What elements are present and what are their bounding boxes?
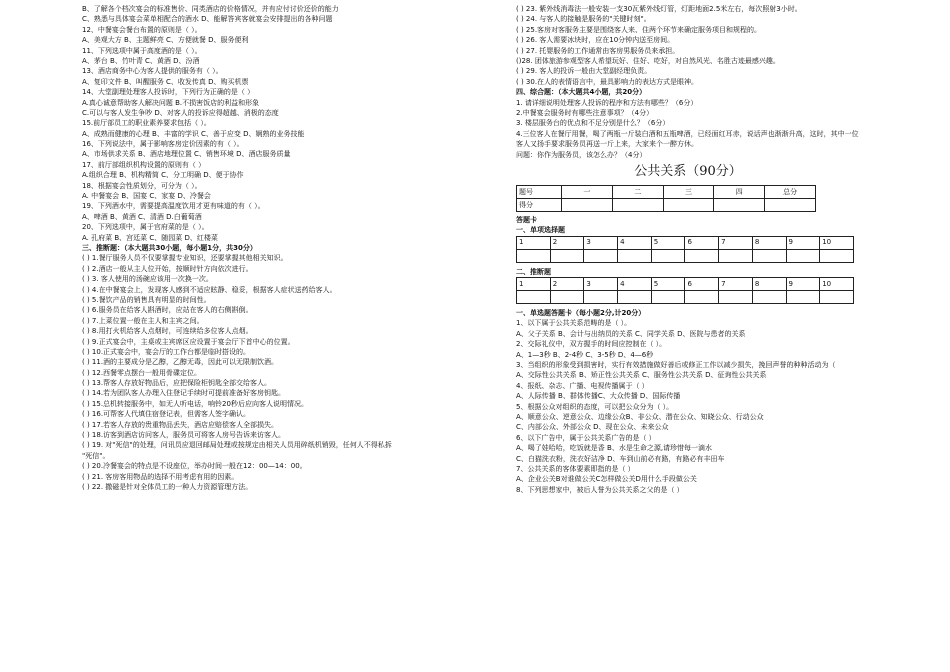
pr-question-line: 5、根据公众对组织的态度，可以把公众分为（ ）。	[516, 402, 674, 411]
question-line: 20、下列选项中，属于官府菜的是（ ）。	[82, 223, 209, 232]
answer-input-cell[interactable]	[618, 249, 652, 262]
answer-card-label: 答题卡	[516, 215, 537, 224]
judge-question-line: ( ) 9.正式宴会中，主桌或主宾席区应设置于宴会厅下首中心的位置。	[82, 337, 295, 346]
comprehensive-question-line: 2.中餐宴会服务时有哪些注意事项？（4分）	[516, 108, 654, 117]
answer-input-cell[interactable]	[584, 249, 618, 262]
judge-question-line: ()28. 团体旅游参观型客人希望玩好、住好、吃好，对自然风光、名胜古迹最感兴趣。	[516, 56, 780, 65]
score-label-cell: 得分	[517, 198, 562, 211]
judge-questions-continued	[516, 4, 860, 87]
answer-input-cell[interactable]	[517, 249, 551, 262]
judge-card-label: 二、推断题	[516, 267, 551, 276]
question-line: 15.前厅部员工的职业素养要求包括（ ）。	[82, 119, 211, 128]
answer-number-cell: 4	[618, 278, 652, 291]
judge-question-line: ( ) 23. 紫外线消毒法一般安装一支30瓦紫外线灯管，灯距地面2.5米左右，每次照射3小时。	[516, 5, 802, 13]
question-line: 14、大堂副理处理客人投诉时，下列行为正确的是（ ）	[82, 88, 255, 97]
pr-question-line: 2、交际礼仪中，双方握手的时间应控制在（ ）。	[516, 340, 667, 349]
question-line: A、美观大方 B、主题鲜亮 C、方便就餐 D、服务便利	[82, 36, 249, 45]
pr-question-line: A、人际传播 B、群体传播C、大众传播 D、国际传播	[516, 392, 681, 401]
answer-number-cell: 5	[651, 278, 685, 291]
answer-input-cell[interactable]	[618, 291, 652, 304]
judge-question-line: ( ) 11.酒的主要成分是乙醇，乙醇无毒，因此可以无限制饮酒。	[82, 358, 279, 367]
question-line: 12、中餐宴会餐台布置的原则是（ ）。	[82, 25, 202, 34]
judge-question-line: ( ) 27. 托婴服务的工作通常由客房男服务员来承担。	[516, 46, 680, 55]
judge-question-line: ( ) 2.酒店一般从主人位开始，按顺时针方向依次进行。	[82, 264, 253, 273]
answer-input-cell[interactable]	[651, 291, 685, 304]
judge-question-line: ( ) 18.访客到酒店访问客人，服务员可将客人房号告诉来访客人。	[82, 431, 286, 440]
question-line: 18、根据宴会性质划分，可分为（ ）。	[82, 181, 202, 190]
pr-question-line: 6、以下广告中，属于公共关系广告的是（ ）	[516, 433, 656, 442]
question-line: C、熟悉与具体宴会菜单相配合的酒水 D、能解答宾客就宴会安排提出的各种问题	[82, 15, 333, 24]
pr-question-line: A、父子关系 B、会计与出纳员的关系 C、同学关系 D、医院与患者的关系	[516, 329, 746, 338]
question-line: A.真心诚意帮助客人解决问题 B.不损害饭店的利益和形象	[82, 98, 260, 107]
score-input-cell[interactable]	[714, 198, 765, 211]
answer-input-cell[interactable]	[719, 249, 753, 262]
answer-number-cell: 9	[786, 278, 820, 291]
answer-input-cell[interactable]	[584, 291, 618, 304]
question-line: A、啤酒 B、黄酒 C、清酒 D.白葡萄酒	[82, 212, 202, 221]
answer-input-cell[interactable]	[651, 249, 685, 262]
pr-question-line: C、内部公众、外部公众 D、现在公众、未来公众	[516, 423, 669, 432]
comprehensive-question-line: 3. 楼层服务台的优点和不足分别是什么？（6分）	[516, 119, 670, 128]
public-relations-title: 公共关系（90分）	[634, 163, 742, 179]
judge-question-line: ( ) 15.总机转接服务中，如无人听电话，响铃20秒后应向客人说明情况。	[82, 399, 308, 408]
judge-question-line: ( ) 30.在人的表情语言中，最具影响力的表达方式是眼神。	[516, 77, 699, 86]
comprehensive-question-line: 4.三位客人在餐厅用餐，喝了两瓶一斤装白酒和五瓶啤酒，已经面红耳赤，说话声也渐渐升高，这时，其中一位客人又扬手要求服务员再送一斤上来，大家来个一醉方休。	[516, 129, 859, 149]
judge-question-line: ( ) 26. 客人需要冰块时，应在10分钟内送至房间。	[516, 36, 675, 45]
question-line: A、复印文件 B、叫醒服务 C、收发传真 D、购买机票	[82, 77, 249, 86]
answer-number-cell: 1	[517, 278, 551, 291]
question-line: A、成熟而健康的心理 B、丰富的学识 C、善于应变 D、娴熟的业务技能	[82, 129, 305, 138]
answer-number-cell: 1	[517, 236, 551, 249]
judge-answer-table	[516, 277, 854, 304]
answer-input-cell[interactable]	[685, 291, 719, 304]
question-line: 11、下列选项中属于高度酒的是（ ）。	[82, 46, 202, 55]
score-input-cell[interactable]	[663, 198, 714, 211]
question-line: C.可以与客人发生争吵 D、对客人的投诉应得超越、消极的态度	[82, 108, 279, 117]
answer-number-cell: 7	[719, 278, 753, 291]
pr-question-line: 4、报纸、杂志、广播、电视传播属于（ ）	[516, 381, 649, 390]
judge-question-line: ( ) 19. 对"死信"的处理，问讯员应退回邮局处理或按规定由相关人员用碎纸机销毁，任何人不得私拆	[82, 441, 392, 450]
answer-input-cell[interactable]	[752, 249, 786, 262]
judge-question-line: ( ) 20.冷餐宴会的特点是不设座位，举办时间一般在12：00—14：00。	[82, 462, 307, 471]
answer-number-cell: 5	[651, 236, 685, 249]
answer-input-cell[interactable]	[786, 249, 820, 262]
pr-question-line: C、白猫洗衣粉，洗衣好洁净 D、车到山前必有路，有路必有丰田车	[516, 454, 725, 463]
judge-question-line: ( ) 5.餐饮产品的销售具有明显的时间性。	[82, 295, 211, 304]
score-header-cell: 一	[562, 185, 613, 198]
answer-input-cell[interactable]	[550, 291, 584, 304]
question-line: A、市场供求关系 B、酒店地理位置 C、销售环境 D、酒店服务质量	[82, 150, 291, 159]
pr-question-line: 7、公共关系的客体要素即指的是（ ）	[516, 464, 635, 473]
judge-question-line: ( ) 10.正式宴会中，宴会厅的工作台都是临时搭设的。	[82, 347, 251, 356]
score-header-cell: 题号	[517, 185, 562, 198]
judge-question-line: ( ) 12.西餐零点摆台一般用骨碟定位。	[82, 368, 202, 377]
answer-number-cell: 4	[618, 236, 652, 249]
pr-question-line: 1、以下属于公共关系范畴的是（ ）。	[516, 319, 632, 328]
answer-input-cell[interactable]	[752, 291, 786, 304]
answer-input-cell[interactable]	[719, 291, 753, 304]
judge-question-line: ( ) 7.上菜位置一般在主人和主宾之间。	[82, 316, 204, 325]
answer-number-cell: 2	[550, 278, 584, 291]
answer-input-cell[interactable]	[820, 249, 854, 262]
judge-question-line: ( ) 8.用打火机给客人点烟时，可连续给多位客人点烟。	[82, 327, 253, 336]
score-header-cell: 总分	[765, 185, 816, 198]
pr-question-line: A、交际性公共关系 B、矫正性公共关系 C、服务性公共关系 D、征询性公共关系	[516, 371, 767, 380]
judge-question-line: ( ) 29. 客人的投诉一般由大堂副经理负责。	[516, 67, 652, 76]
judge-section-title: 三、推断题：（本大题共30小题，每小题1分，共30分）	[82, 243, 257, 252]
answer-number-cell: 8	[752, 278, 786, 291]
pr-question-line: A、顺意公众、逆意公众、边缘公众B、非公众、潜在公众、知晓公众、行动公众	[516, 412, 764, 421]
answer-number-cell: 3	[584, 278, 618, 291]
comprehensive-questions	[516, 98, 860, 160]
judge-question-line: ( ) 6.服务员在给客人斟酒时，应站在客人的右侧斟倒。	[82, 306, 253, 315]
answer-number-cell: 10	[820, 236, 854, 249]
answer-number-cell: 3	[584, 236, 618, 249]
question-line: A. 孔府菜 B、宫廷菜 C、随园菜 D、红楼菜	[82, 233, 218, 242]
answer-number-cell: 2	[550, 236, 584, 249]
pr-question-line: A、喝了娃哈哈，吃饭就是香 B、水是生命之源,请珍惜每一滴水	[516, 444, 713, 453]
judge-question-line: ( ) 1.餐厅服务人员不仅要掌握专业知识，还要掌握其他相关知识。	[82, 254, 288, 263]
answer-input-cell[interactable]	[786, 291, 820, 304]
question-line: 13、酒店商务中心为客人提供的服务有（ ）。	[82, 67, 223, 76]
answer-input-cell[interactable]	[550, 249, 584, 262]
judge-question-line: ( ) 14.若为团队客人办理入住登记手续时可提前准备好客房钥匙。	[82, 389, 286, 398]
single-choice-card-label: 一、单项选择题	[516, 226, 565, 235]
answer-number-cell: 6	[685, 236, 719, 249]
judge-question-line: ( ) 21. 客房客用物品的选择不用考虑有用的因素。	[82, 472, 239, 481]
question-line: 17、前厅部组织机构设置的原则有（ ）	[82, 160, 206, 169]
pr-mc-title: 一、单选题答题卡（每小题2分,计20分）	[516, 309, 646, 318]
pr-question-line: 8、下列思想家中，被后人誉为公共关系之父的是（ ）	[516, 485, 684, 494]
judge-question-line: ( ) 17.若客人存放的贵重物品丢失，酒店应赔偿客人全部损失。	[82, 420, 279, 429]
question-line: A.组织合理 B、机构精简 C、分工明确 D、便于协作	[82, 171, 244, 180]
pr-question-line: A、企业公关B对谁做公关C怎样做公关D用什么手段做公关	[516, 475, 697, 484]
score-input-cell[interactable]	[562, 198, 613, 211]
answer-number-cell: 8	[752, 236, 786, 249]
score-input-cell[interactable]	[765, 198, 816, 211]
pr-question-line: 3、当组织的形象受到损害时，实行有效措施做好善后或修正工作以减少损失，挽回声誉的种种活动为（	[516, 361, 836, 370]
comprehensive-question-line: 问题：你作为服务员，该怎么办？（4分）	[516, 150, 647, 159]
left-column	[82, 4, 490, 492]
score-table	[516, 185, 816, 212]
answer-input-cell[interactable]	[685, 249, 719, 262]
judge-question-line: ( ) 4.在中餐宴会上，发现客人感到不适应眩静、稳妥，根据客人症状送药给客人。	[82, 285, 337, 294]
answer-input-cell[interactable]	[820, 291, 854, 304]
question-line: A、茅台 B、竹叶青 C、黄酒 D、汾酒	[82, 56, 200, 65]
comprehensive-question-line: 1. 请详细说明处理客人投诉的程序和方法有哪些？（6分）	[516, 98, 698, 107]
answer-input-cell[interactable]	[517, 291, 551, 304]
pr-multiple-choice-questions	[516, 318, 860, 495]
answer-number-cell: 10	[820, 278, 854, 291]
question-line: 16、下列说法中，属于影响客房定价因素的有（ ）。	[82, 140, 244, 149]
judge-question-line: "死信"。	[82, 451, 110, 460]
question-line: 19、下列酒水中，需要提高温度饮用才更有味道的有（ ）。	[82, 202, 265, 211]
score-header-cell: 二	[612, 185, 663, 198]
score-header-cell: 三	[663, 185, 714, 198]
score-header-cell: 四	[714, 185, 765, 198]
single-choice-answer-table	[516, 236, 854, 263]
judge-question-line: ( ) 3. 客人使用的汤碗应该用一次换一次。	[82, 275, 213, 284]
pr-question-line: A、1—3秒 B、2-4秒 C、3-5秒 D、4—6秒	[516, 350, 654, 359]
judge-question-line: ( ) 22. 撒磁是针对全体员工的一种人力资源管理方法。	[82, 482, 253, 491]
answer-number-cell: 6	[685, 278, 719, 291]
question-line: A. 中餐宴会 B、国宴 C、家宴 D、冷餐会	[82, 192, 211, 201]
judge-question-line: ( ) 16.可帮客人代填住宿登记表，但需客人签字确认。	[82, 410, 251, 419]
judge-question-line: ( ) 24. 与客人的接触是服务的"关键时刻"。	[516, 15, 651, 24]
comprehensive-section-title: 四、综合题：（本大题共4小题，共20分）	[516, 88, 647, 97]
answer-number-cell: 7	[719, 236, 753, 249]
question-line: B、了解各个档次宴会的标准售价、同类酒店的价格情况，并有应付讨价还价的能力	[82, 5, 339, 13]
judge-questions-list	[82, 253, 490, 492]
judge-question-line: ( ) 25.客房对客服务主要是围绕客人来、住两个环节来确定服务项目和规程的。	[516, 25, 762, 34]
multiple-choice-section	[82, 4, 490, 243]
answer-number-cell: 9	[786, 236, 820, 249]
judge-question-line: ( ) 13.帮客人存放好物品后，应把保险柜钥匙全部交给客人。	[82, 379, 272, 388]
right-column	[516, 4, 860, 495]
score-input-cell[interactable]	[612, 198, 663, 211]
